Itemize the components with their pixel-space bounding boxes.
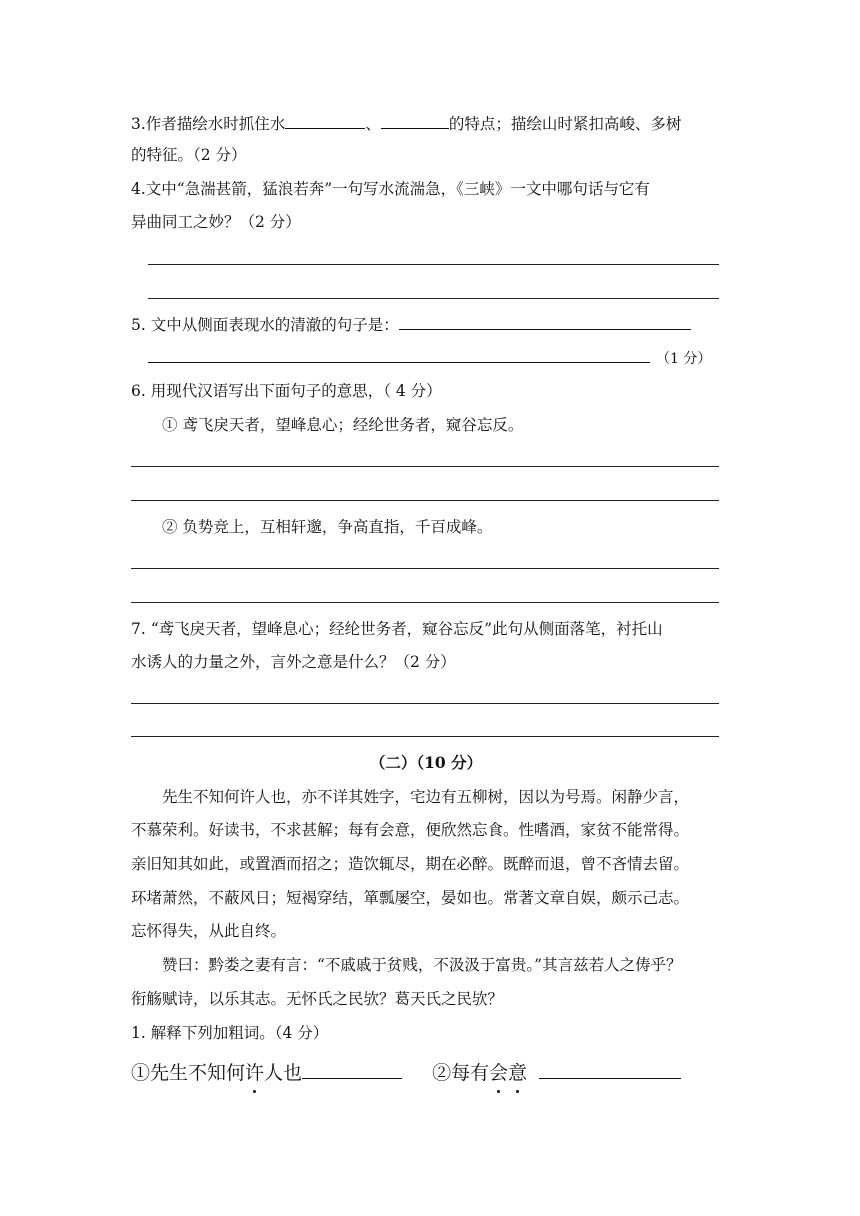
q5-blank-2[interactable] [148,346,650,363]
q7-answer-line-1[interactable] [131,703,719,704]
passage-line: 亲旧知其如此，或置酒而招之；造饮辄尽，期在必醉。既醉而退，曾不吝情去留。 [131,855,690,873]
q7-line2: 水诱人的力量之外，言外之意是什么？（2 分） [131,653,456,671]
q5-text: 5. 文中从侧面表现水的清澈的句子是： [131,316,399,334]
q6-title: 6. 用现代汉语写出下面句子的意思，（ 4 分） [131,382,442,400]
passage-line: 忘怀得失，从此自终。 [131,922,287,940]
q3-text-a: 3.作者描绘水时抓住水 [131,115,286,133]
q8-item2-bold-word-2: 意 [508,1059,527,1087]
q6-answer-line-3[interactable] [131,568,719,569]
q6-answer-line-2[interactable] [131,500,719,501]
q8-item2-bold-word-1: 会 [489,1059,508,1087]
q7-answer-line-2[interactable] [131,736,719,737]
q4-line2: 异曲同工之妙？（2 分） [131,213,301,231]
q3-line1 [131,112,731,135]
q8-title: 1. 解释下列加粗词。（4 分） [131,1024,329,1042]
q6-answer-line-4[interactable] [131,602,719,603]
q4-answer-line-1[interactable] [148,264,719,265]
q8-item2-blank[interactable] [539,1058,681,1079]
q8-items [131,1058,731,1087]
q8-item1-bold-word-2: 人 [264,1062,284,1084]
section-2-title: （二）（10 分） [369,753,483,772]
q6-item2: ② 负势竞上，互相轩邈，争高直指，千百成峰。 [162,518,493,536]
q8-item1-blank[interactable] [302,1058,402,1079]
q3-line2: 的特征。（2 分） [131,146,247,164]
q5-line2 [148,346,748,370]
q3-text-b: 的特点；描绘山时紧扣高峻、多树 [448,115,682,133]
q6-answer-line-1[interactable] [131,466,719,467]
q5-line1 [131,313,731,336]
q8-item2-text: ②每有 [432,1062,490,1084]
q4-line1: 4.文中“急湍甚箭，猛浪若奔”一句写水流湍急，《三峡》一文中哪句话与它有 [131,180,650,198]
q5-blank-1[interactable] [399,313,691,330]
q6-item1: ① 鸢飞戾天者，望峰息心；经纶世务者，窥谷忘反。 [162,416,524,434]
passage-line: 赞曰：黔娄之妻有言：“不戚戚于贫贱，不汲汲于富贵。”其言兹若人之俦乎？ [162,956,682,974]
q3-blank-2[interactable] [381,112,449,129]
passage-line: 先生不知何许人也，亦不详其姓字，宅边有五柳树，因以为号焉。闲静少言， [162,788,690,806]
q7-line1: 7. “鸢飞戾天者，望峰息心；经纶世务者，窥谷忘反”此句从侧面落笔，衬托山 [131,620,663,638]
q4-answer-line-2[interactable] [148,298,719,299]
q3-blank-1[interactable] [285,112,365,129]
q8-item1-tail: 也 [283,1062,303,1084]
q3-sep: 、 [365,115,381,133]
q5-score: （1 分） [656,351,712,367]
passage-line: 衔觞赋诗，以乐其志。无怀氏之民欤？葛天氏之民欤？ [131,990,504,1008]
q8-item1-text: ①先生不知何 [131,1062,246,1084]
passage-line: 不慕荣利。好读书，不求甚解；每有会意，便欣然忘食。性嗜酒，家贫不能常得。 [131,821,690,839]
q8-item1-bold-word-1: 许 [245,1059,264,1087]
passage-line: 环堵萧然，不蔽风日；短褐穿结，箪瓢屡空，晏如也。常著文章自娱，颇示己志。 [131,889,690,907]
